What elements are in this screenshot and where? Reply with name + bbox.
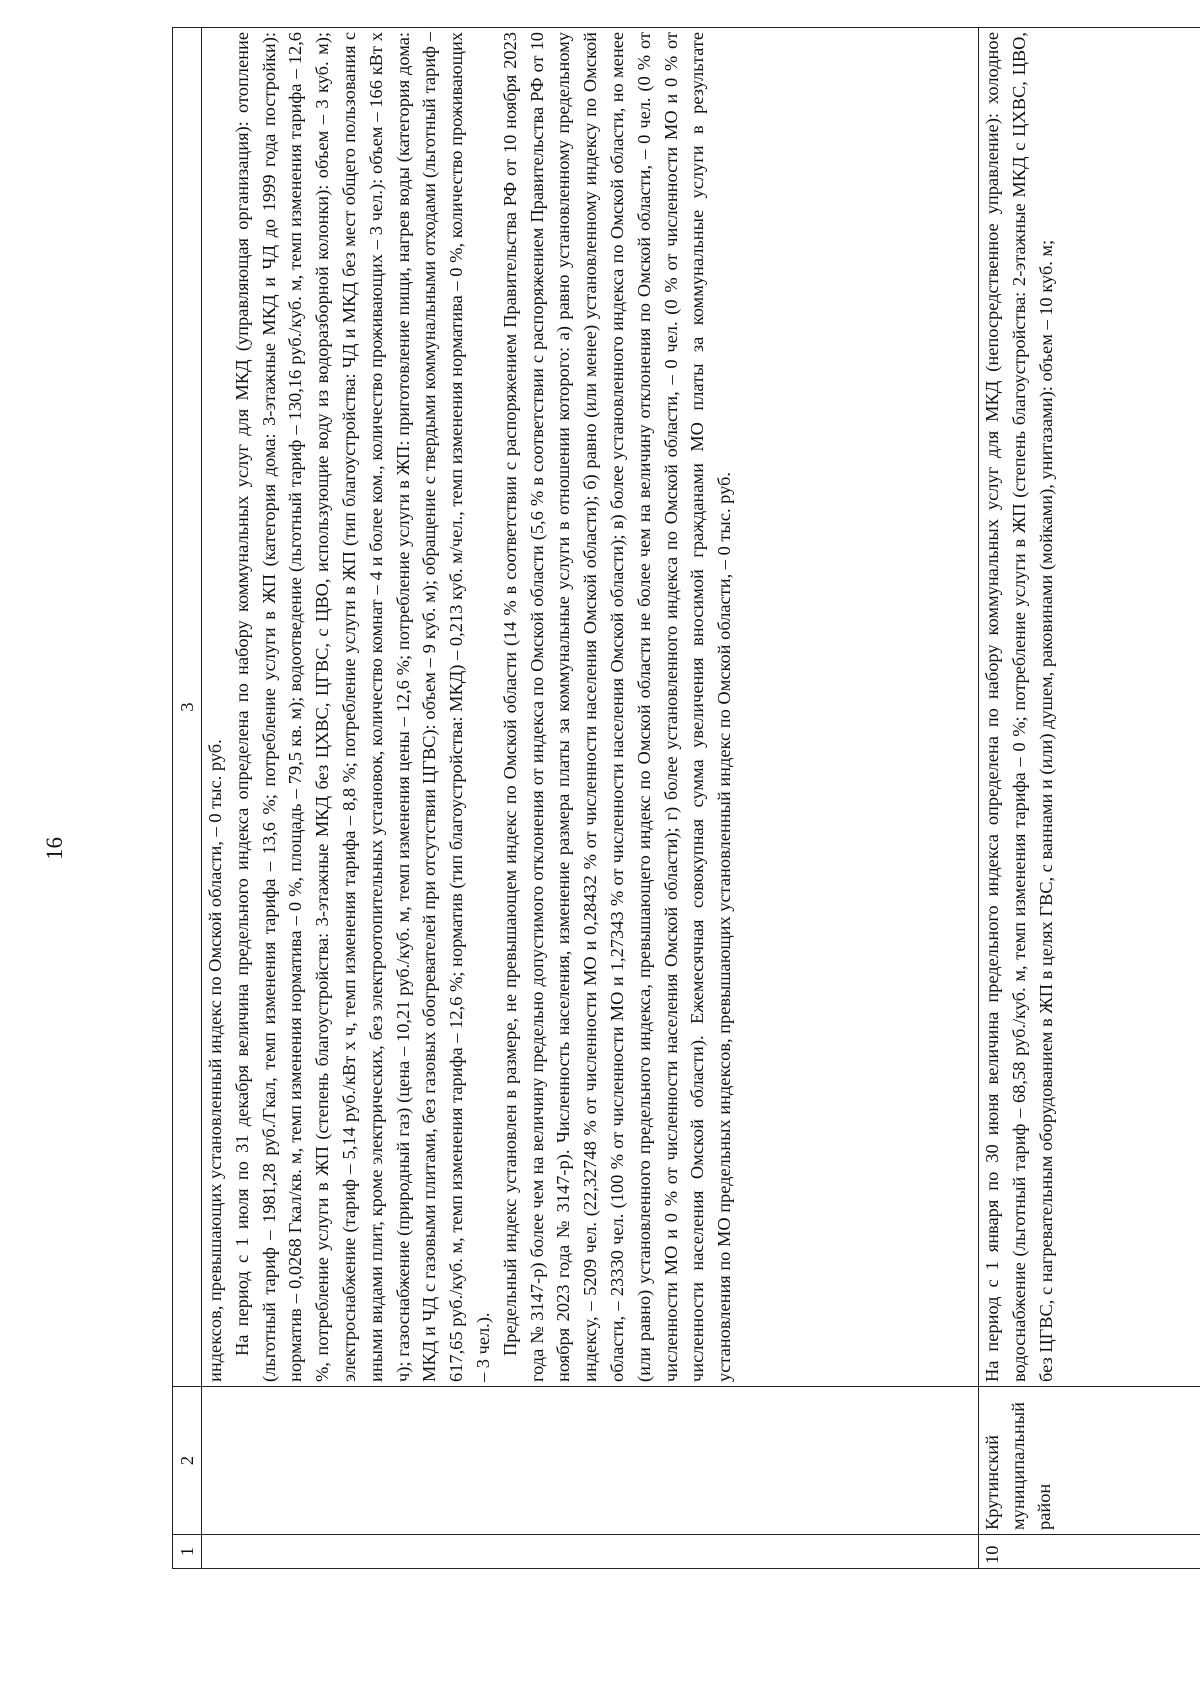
description-paragraph: На период с 1 июля по 31 декабря величина предельного индекса определена по набору коммунальных услуг для МКД (управляющая организация): отопление (льготный тариф – 1981,28 руб./Гкал, темп изменения тарифа – 13,6 %; потребление услуги в ЖП (категория дома: 3-этажные МКД и ЧД до 1999 года постройки): норматив – 0,0268 Гкал/кв. м, темп изменения норматива – 0 %, площадь – 79,5 кв. м); водоотведение (льготный тариф – 130,16 руб./куб. м, темп изменения тарифа – 12,6 %, потребление услуги в ЖП (степень благоустройства: 3-этажные МКД без ЦХВС, ЦГВС, с ЦВО, использующие воду из водоразборной колонки): объем – 3 куб. м); электроснабжение (тариф – 5,14 руб./кВт х ч, темп изменения тарифа – 8,8 %; потребление услуги в ЖП (тип благоустройства: ЧД и МКД без мест общего пользования с иными видами плит, кроме электрических, без электроотопительных установок, количество комнат – 4 и более ком., количество проживающих – 3 чел.): объем – 166 кВт х ч); газоснабжение (природный газ) (цена – 10,21 руб./куб. м, темп изменения цены – 12,6 %; потребление услуги в ЖП: приготовление пищи, нагрев воды (категория дома: МКД и ЧД с газовыми плитами, без газовых обогревателей при отсутствии ЦГВС): объем – 9 куб. м); обращение с твердыми коммунальными отходами (льготный тариф – 617,65 руб./куб. м, темп изменения тарифа – 12,6 %; норматив (тип благоустройства: МКД) – 0,213 куб. м/чел., темп изменения норматива – 0 %, количество проживающих – 3 чел.). bbox=[231, 32, 493, 1382]
header-col-1: 1 bbox=[173, 1535, 202, 1569]
page-number: 16 bbox=[42, 837, 67, 860]
description-paragraph: Предельный индекс установлен в размере, не превышающем индекс по Омской области (14 % в соответствии с распоряжением Правительства РФ от 10 ноября 2023 года № 3147-р) более чем на величину предельно допустимого отклонения от индекса по Омской области (5,6 % в соответствии с распоряжением Правительства РФ от 10 ноября 2023 года № 3147-р). Численность населения, изменение размера платы за коммунальные услуги в отношении которого: а) равно установленному предельному индексу, – 5209 чел. (22,32748 % от численности МО и 0,28432 % от численности населения Омской области); б) равно (или менее) установленному индексу по Омской области, – 23330 чел. (100 % от численности МО и 1,27343 % от численности населения Омской области); в) более установленного индекса по Омской области, но менее (или равно) установленного предельного индекса, превышающего индекс по Омской области не более чем на величину отклонения по Омской области, – 0 чел. (0 % от численности МО и 0 % от численности населения Омской области); г) более установленного индекса по Омской области, – 0 чел. (0 % от численности МО и 0 % от численности населения Омской области). Ежемесячная совокупная сумма увеличения вносимой гражданами МО платы за коммунальные услуги в результате установления по МО предельных индексов, превышающих установленный индекс по Омской области, – 0 тыс. руб. bbox=[499, 32, 735, 1382]
header-col-2: 2 bbox=[173, 1387, 202, 1535]
description-paragraph: индексов, превышающих установленный индекс по Омской области, – 0 тыс. руб. bbox=[205, 739, 225, 1382]
table-row bbox=[979, 28, 1200, 1569]
row-number: 10 bbox=[979, 1535, 1200, 1569]
row-municipality bbox=[202, 1387, 979, 1535]
row-municipality: Крутинский муниципальный район bbox=[979, 1387, 1200, 1535]
header-col-3: 3 bbox=[173, 28, 202, 1387]
row-description bbox=[979, 28, 1200, 1387]
table-row bbox=[202, 28, 979, 1569]
table-header-row bbox=[173, 28, 202, 1569]
tariff-index-table bbox=[172, 27, 1200, 1569]
row-description bbox=[202, 28, 979, 1387]
row-number bbox=[202, 1535, 979, 1569]
description-paragraph: На период с 1 января по 30 июня величина предельного индекса определена по набору коммунальных услуг для МКД (непосредственное управление): холодное водоснабжение (льготный тариф – 68,58 руб./куб. м, темп изменения тарифа – 0 %; потребление услуги в ЖП (степень благоустройства: 2-этажные МКД с ЦХВС, ЦВО, без ЦГВС, с нагревательным оборудованием в ЖП в целях ГВС, с ваннами и (или) душем, раковинами (мойками), унитазами): объем – 10 куб. м; bbox=[982, 32, 1056, 1382]
